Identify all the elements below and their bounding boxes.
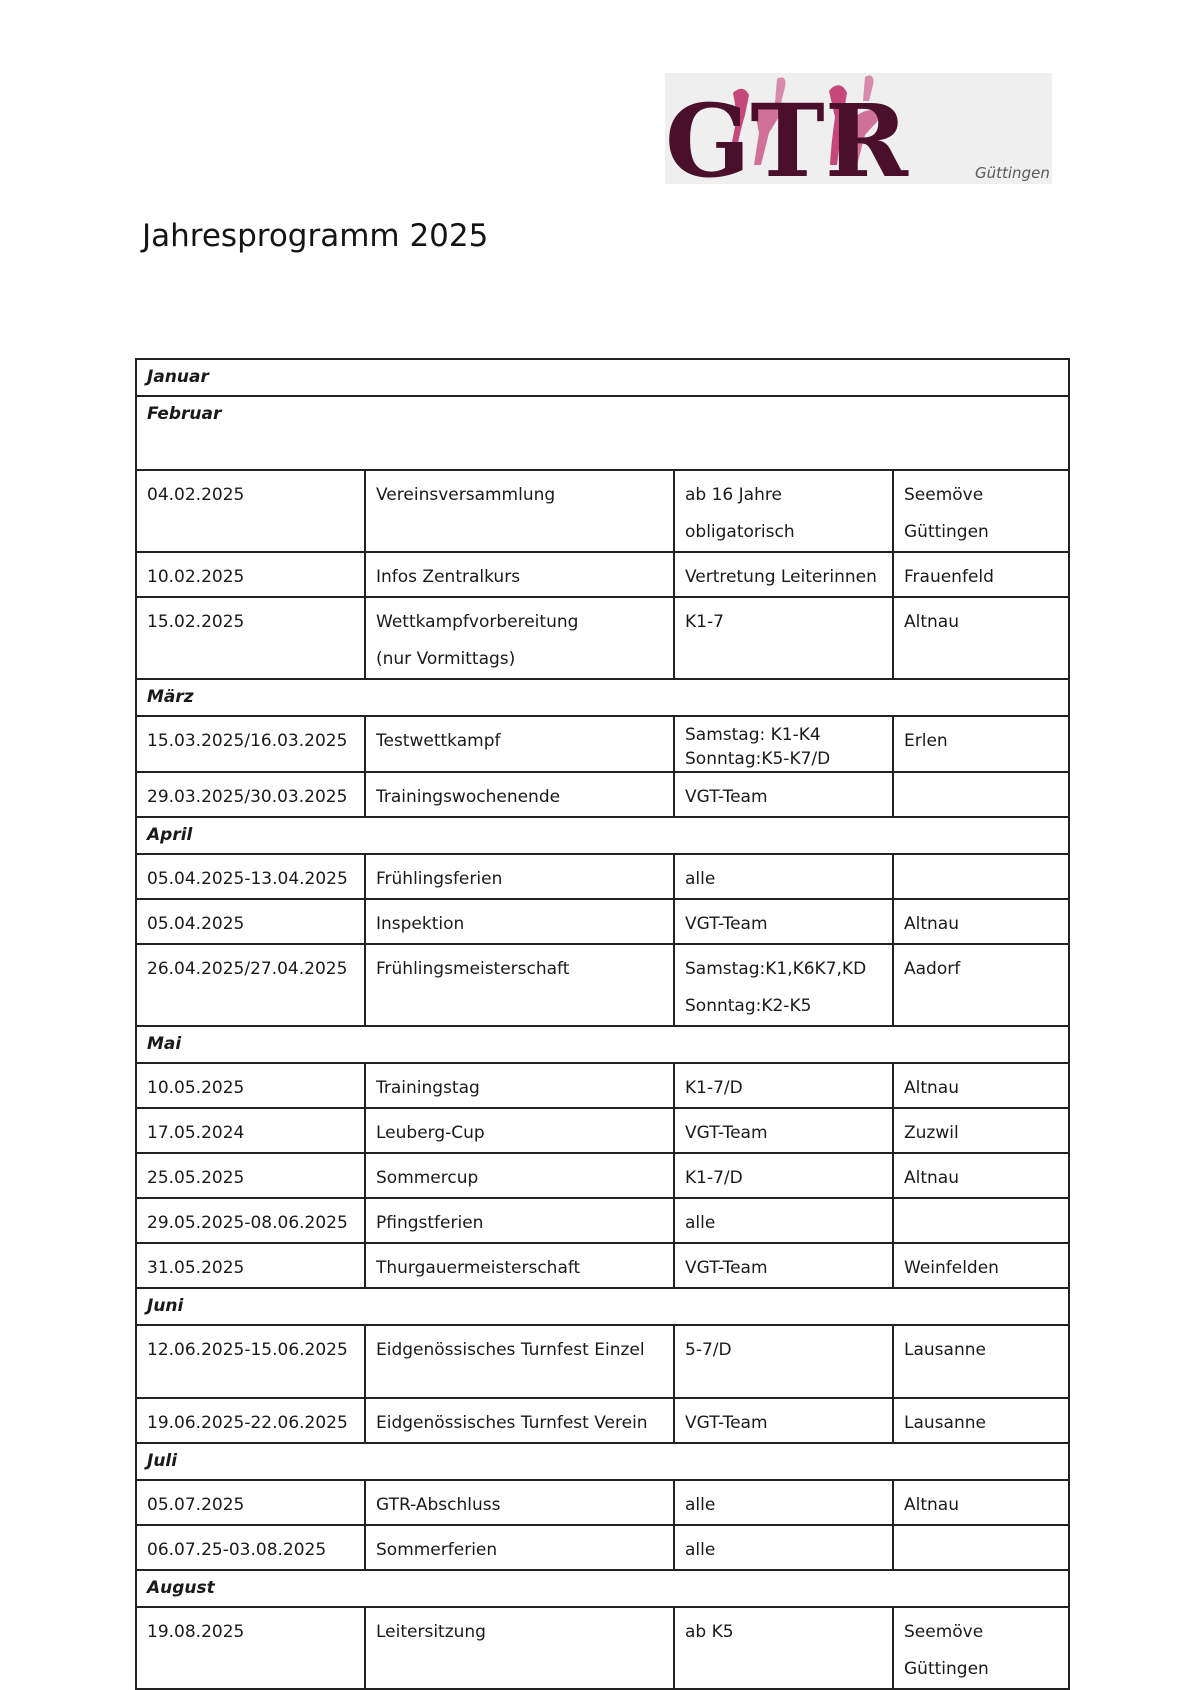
place-cell <box>893 1243 1069 1288</box>
place-cell <box>893 772 1069 817</box>
month-heading: März <box>136 679 1069 716</box>
event-cell-line: (nur Vormittags) <box>376 649 516 669</box>
group-cell-line: alle <box>685 1213 716 1233</box>
date-cell: 04.02.2025 <box>136 470 365 552</box>
event-row <box>136 1398 1069 1443</box>
event-cell-line: Eidgenössisches Turnfest Einzel <box>376 1340 645 1360</box>
date-cell: 06.07.25-03.08.2025 <box>136 1525 365 1570</box>
month-row <box>136 679 1069 716</box>
date-cell: 19.06.2025-22.06.2025 <box>136 1398 365 1443</box>
group-cell-line: alle <box>685 1495 716 1515</box>
group-cell-line: K1-7/D <box>685 1078 743 1098</box>
event-row <box>136 1198 1069 1243</box>
place-cell <box>893 470 1069 552</box>
event-cell <box>365 1325 674 1398</box>
event-row <box>136 552 1069 597</box>
date-cell: 31.05.2025 <box>136 1243 365 1288</box>
event-cell <box>365 1153 674 1198</box>
place-cell <box>893 1198 1069 1243</box>
gtr-logo <box>665 73 1052 184</box>
month-row <box>136 817 1069 854</box>
event-row <box>136 1607 1069 1689</box>
event-cell <box>365 1063 674 1108</box>
place-cell <box>893 1525 1069 1570</box>
place-cell <box>893 944 1069 1026</box>
place-cell-line: Weinfelden <box>904 1258 999 1278</box>
group-cell-line: VGT-Team <box>685 1413 768 1433</box>
date-cell: 05.04.2025 <box>136 899 365 944</box>
date-cell: 10.02.2025 <box>136 552 365 597</box>
event-cell-line: Trainingswochenende <box>376 787 561 807</box>
event-cell-line: Wettkampfvorbereitung <box>376 612 579 632</box>
event-cell-line: Vereinsversammlung <box>376 485 556 505</box>
month-row <box>136 1026 1069 1063</box>
date-cell: 05.04.2025-13.04.2025 <box>136 854 365 899</box>
group-cell-line: VGT-Team <box>685 787 768 807</box>
place-cell <box>893 899 1069 944</box>
group-cell-line: K1-7 <box>685 612 724 632</box>
program-table-body <box>136 359 1069 1689</box>
month-row <box>136 1570 1069 1607</box>
event-row <box>136 716 1069 772</box>
place-cell-line: Lausanne <box>904 1340 986 1360</box>
event-cell-line: Infos Zentralkurs <box>376 567 521 587</box>
place-cell <box>893 552 1069 597</box>
event-row <box>136 470 1069 552</box>
event-cell <box>365 470 674 552</box>
place-cell-line: Altnau <box>904 914 959 934</box>
date-cell: 25.05.2025 <box>136 1153 365 1198</box>
event-cell-line: Leuberg-Cup <box>376 1123 485 1143</box>
date-cell: 15.02.2025 <box>136 597 365 679</box>
event-row <box>136 1325 1069 1398</box>
date-cell: 29.05.2025-08.06.2025 <box>136 1198 365 1243</box>
group-cell <box>674 1153 893 1198</box>
group-cell-line: obligatorisch <box>685 522 795 542</box>
group-cell <box>674 716 893 772</box>
month-heading: Januar <box>136 359 1069 396</box>
group-cell-line: 5-7/D <box>685 1340 732 1360</box>
place-cell-line: Frauenfeld <box>904 567 994 587</box>
place-cell <box>893 1325 1069 1398</box>
place-cell <box>893 1398 1069 1443</box>
place-cell <box>893 716 1069 772</box>
month-heading: April <box>136 817 1069 854</box>
month-row <box>136 1443 1069 1480</box>
date-cell: 12.06.2025-15.06.2025 <box>136 1325 365 1398</box>
event-row <box>136 1108 1069 1153</box>
date-cell: 17.05.2024 <box>136 1108 365 1153</box>
group-cell-line: Vertretung Leiterinnen <box>685 567 877 587</box>
group-cell <box>674 1198 893 1243</box>
group-cell <box>674 470 893 552</box>
group-cell <box>674 552 893 597</box>
group-cell <box>674 597 893 679</box>
place-cell-line: Seemöve <box>904 485 984 505</box>
event-cell <box>365 854 674 899</box>
event-cell <box>365 1198 674 1243</box>
group-cell <box>674 1607 893 1689</box>
event-cell <box>365 944 674 1026</box>
event-row <box>136 1153 1069 1198</box>
event-cell <box>365 1607 674 1689</box>
group-cell-line: alle <box>685 1540 716 1560</box>
group-cell-line: Samstag:K1,K6K7,KD <box>685 959 867 979</box>
place-cell <box>893 1063 1069 1108</box>
place-cell <box>893 1153 1069 1198</box>
event-cell <box>365 1525 674 1570</box>
group-cell <box>674 1243 893 1288</box>
event-cell <box>365 1243 674 1288</box>
date-cell: 10.05.2025 <box>136 1063 365 1108</box>
group-cell-line: VGT-Team <box>685 1258 768 1278</box>
month-heading: Juni <box>136 1288 1069 1325</box>
event-cell-line: Trainingstag <box>376 1078 480 1098</box>
event-row <box>136 1063 1069 1108</box>
gtr-logo-graphic <box>665 73 1052 184</box>
group-cell-line: VGT-Team <box>685 914 768 934</box>
group-cell <box>674 1525 893 1570</box>
page-title: Jahresprogramm 2025 <box>142 218 489 254</box>
group-cell-line: Sonntag:K5-K7/D <box>685 749 831 769</box>
event-row <box>136 597 1069 679</box>
logo-place-text: Güttingen <box>975 164 1050 182</box>
group-cell-line: K1-7/D <box>685 1168 743 1188</box>
month-row <box>136 359 1069 396</box>
date-cell: 26.04.2025/27.04.2025 <box>136 944 365 1026</box>
place-cell-line: Zuzwil <box>904 1123 959 1143</box>
group-cell <box>674 772 893 817</box>
event-cell-line: Frühlingsmeisterschaft <box>376 959 570 979</box>
event-row <box>136 1480 1069 1525</box>
event-row <box>136 1525 1069 1570</box>
place-cell <box>893 854 1069 899</box>
place-cell <box>893 597 1069 679</box>
event-cell <box>365 1398 674 1443</box>
month-heading: August <box>136 1570 1069 1607</box>
place-cell-line: Erlen <box>904 731 948 751</box>
group-cell <box>674 854 893 899</box>
place-cell-line: Lausanne <box>904 1413 986 1433</box>
event-cell-line: Sommerferien <box>376 1540 498 1560</box>
event-cell-line: GTR-Abschluss <box>376 1495 501 1515</box>
place-cell <box>893 1480 1069 1525</box>
date-cell: 29.03.2025/30.03.2025 <box>136 772 365 817</box>
annual-program-table <box>135 358 1070 1690</box>
place-cell-line: Altnau <box>904 612 959 632</box>
month-heading: Februar <box>136 396 1069 470</box>
month-heading: Juli <box>136 1443 1069 1480</box>
event-cell <box>365 1108 674 1153</box>
group-cell-line: VGT-Team <box>685 1123 768 1143</box>
event-cell-line: Sommercup <box>376 1168 479 1188</box>
month-row <box>136 1288 1069 1325</box>
event-cell <box>365 1480 674 1525</box>
event-cell <box>365 597 674 679</box>
group-cell-line: alle <box>685 869 716 889</box>
group-cell <box>674 1480 893 1525</box>
event-row <box>136 772 1069 817</box>
event-cell <box>365 899 674 944</box>
group-cell-line: ab 16 Jahre <box>685 485 782 505</box>
place-cell-line: Güttingen <box>904 1659 989 1679</box>
group-cell <box>674 1325 893 1398</box>
date-cell: 19.08.2025 <box>136 1607 365 1689</box>
place-cell-line: Seemöve <box>904 1622 984 1642</box>
date-cell: 15.03.2025/16.03.2025 <box>136 716 365 772</box>
place-cell <box>893 1607 1069 1689</box>
event-cell <box>365 716 674 772</box>
place-cell-line: Altnau <box>904 1495 959 1515</box>
event-row <box>136 854 1069 899</box>
group-cell <box>674 1398 893 1443</box>
event-cell-line: Thurgauermeisterschaft <box>376 1258 581 1278</box>
group-cell-line: ab K5 <box>685 1622 734 1642</box>
month-heading: Mai <box>136 1026 1069 1063</box>
place-cell-line: Altnau <box>904 1078 959 1098</box>
group-cell-line: Sonntag:K2-K5 <box>685 996 812 1016</box>
event-cell-line: Testwettkampf <box>376 731 501 751</box>
event-cell-line: Pfingstferien <box>376 1213 484 1233</box>
event-cell-line: Eidgenössisches Turnfest Verein <box>376 1413 648 1433</box>
event-cell <box>365 552 674 597</box>
place-cell <box>893 1108 1069 1153</box>
group-cell-line: Samstag: K1-K4 <box>685 725 821 745</box>
event-cell <box>365 772 674 817</box>
place-cell-line: Altnau <box>904 1168 959 1188</box>
event-row <box>136 944 1069 1026</box>
group-cell <box>674 1063 893 1108</box>
place-cell-line: Güttingen <box>904 522 989 542</box>
svg-text:GTR: GTR <box>665 82 908 184</box>
group-cell <box>674 1108 893 1153</box>
event-cell-line: Frühlingsferien <box>376 869 503 889</box>
group-cell <box>674 899 893 944</box>
date-cell: 05.07.2025 <box>136 1480 365 1525</box>
event-cell-line: Inspektion <box>376 914 465 934</box>
group-cell <box>674 944 893 1026</box>
month-row <box>136 396 1069 470</box>
event-row <box>136 899 1069 944</box>
event-cell-line: Leitersitzung <box>376 1622 486 1642</box>
event-row <box>136 1243 1069 1288</box>
place-cell-line: Aadorf <box>904 959 961 979</box>
